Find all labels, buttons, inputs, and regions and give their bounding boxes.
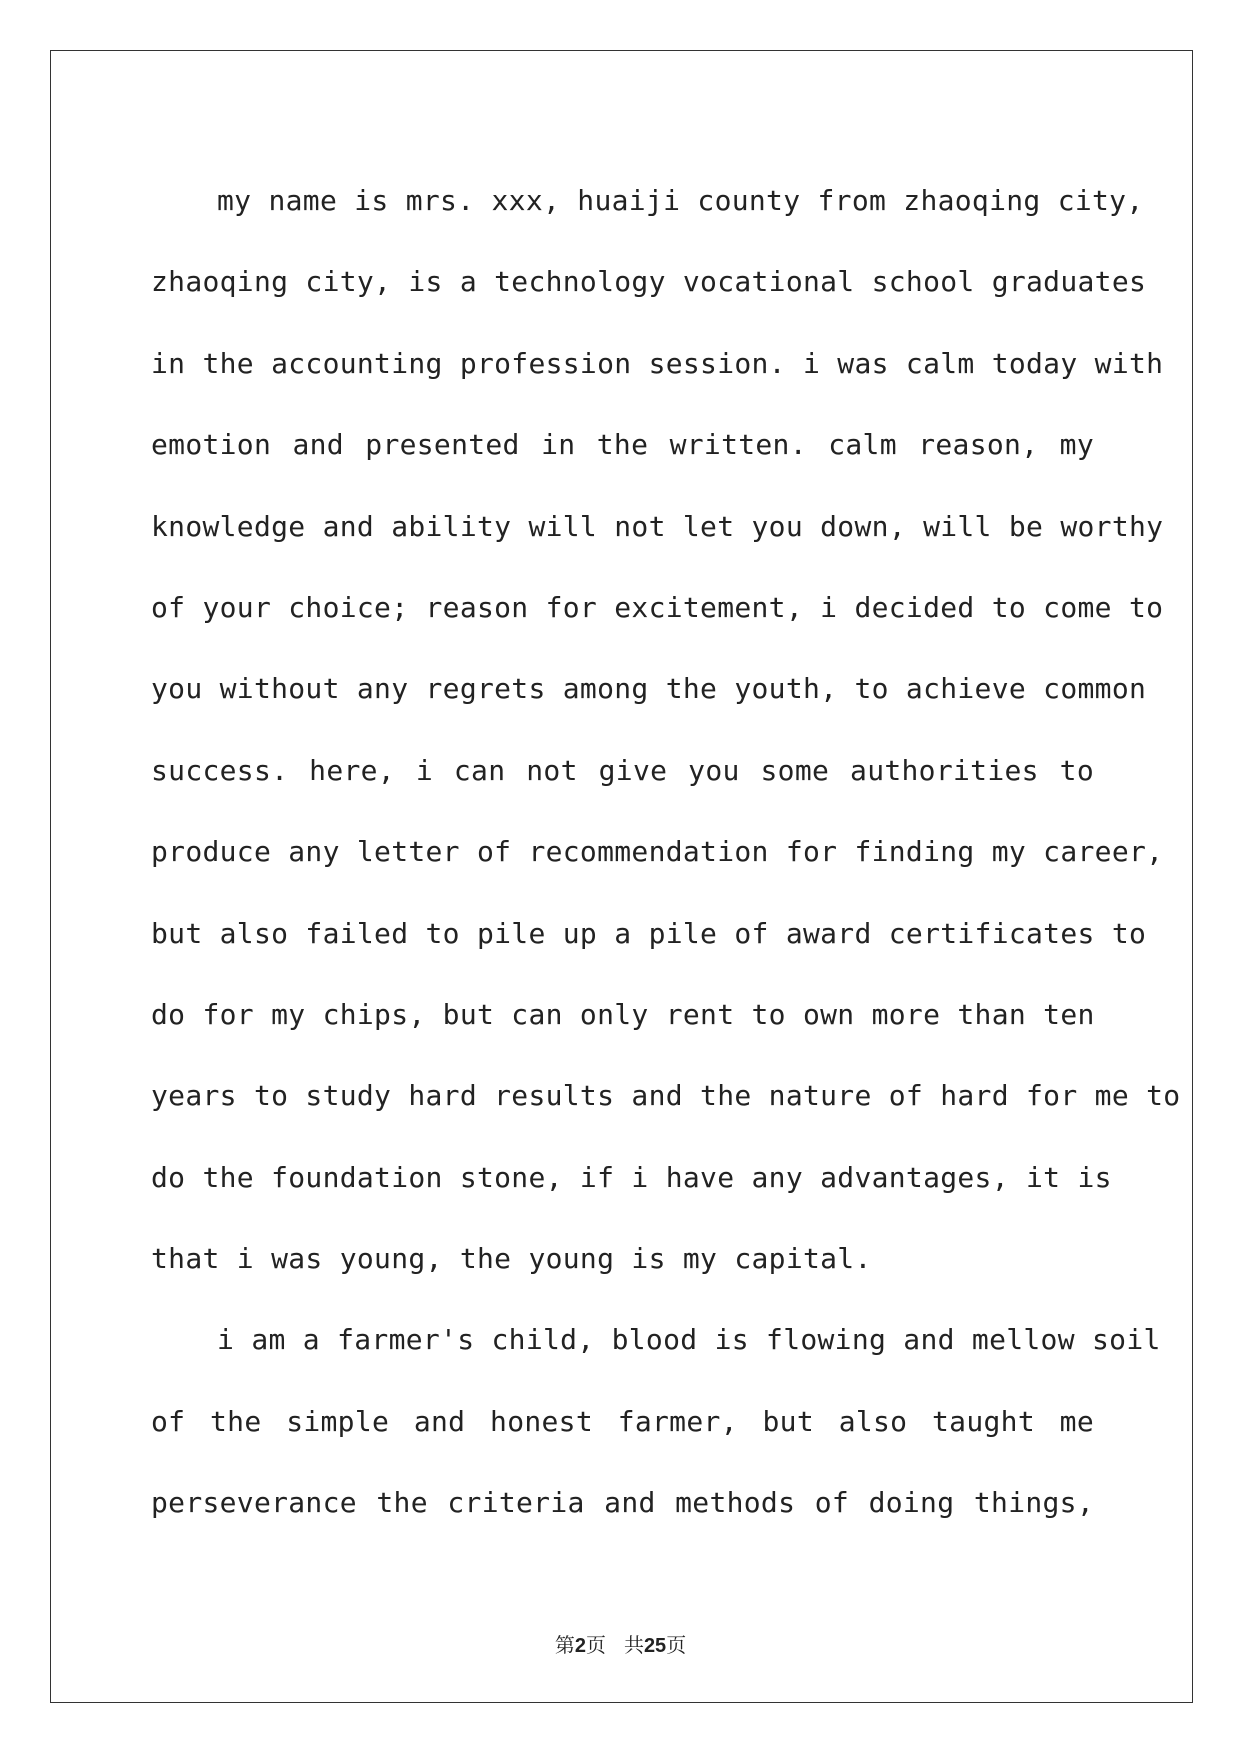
paragraph-line: but also failed to pile up a pile of award certificates to: [151, 916, 1147, 950]
paragraph-line: do the foundation stone, if i have any advantages, it is: [151, 1160, 1112, 1194]
paragraph-line: perseverance the criteria and methods of doing things,: [151, 1486, 1094, 1520]
paragraph-line: my name is mrs. xxx, huaiji county from zhaoqing city,: [217, 184, 1144, 217]
paragraph-line: produce any letter of recommendation for finding my career,: [151, 835, 1164, 869]
paragraph-line: of the simple and honest farmer, but also taught me: [151, 1404, 1094, 1438]
paragraph-line: i am a farmer's child, blood is flowing and mellow soil: [217, 1323, 1161, 1357]
page-suffix: 页: [585, 1633, 606, 1657]
paragraph-line: you without any regrets among the youth, to achieve common: [151, 672, 1147, 706]
paragraph-line: of your choice; reason for excitement, i decided to come to: [151, 590, 1164, 624]
page-footer: [0, 1629, 1241, 1658]
total-prefix: 共: [623, 1633, 644, 1657]
document-body: [151, 160, 1181, 1544]
total-pages: 25: [643, 1635, 667, 1657]
paragraph-line: years to study hard results and the nature of hard for me to: [151, 1079, 1181, 1113]
paragraph-line: do for my chips, but can only rent to own more than ten: [151, 997, 1095, 1031]
paragraph-line: zhaoqing city, is a technology vocational school graduates: [151, 265, 1147, 299]
paragraph-line: success. here, i can not give you some authorities to: [151, 753, 1094, 787]
paragraph-line: knowledge and ability will not let you down, will be worthy: [151, 509, 1164, 543]
page-prefix: 第: [554, 1633, 575, 1657]
page-number: 2: [574, 1635, 586, 1657]
paragraph-line: that i was young, the young is my capital.: [151, 1242, 872, 1276]
paragraph-line: emotion and presented in the written. calm reason, my: [151, 428, 1094, 462]
paragraph-line: in the accounting profession session. i was calm today with: [151, 346, 1164, 380]
total-suffix: 页: [666, 1633, 687, 1657]
